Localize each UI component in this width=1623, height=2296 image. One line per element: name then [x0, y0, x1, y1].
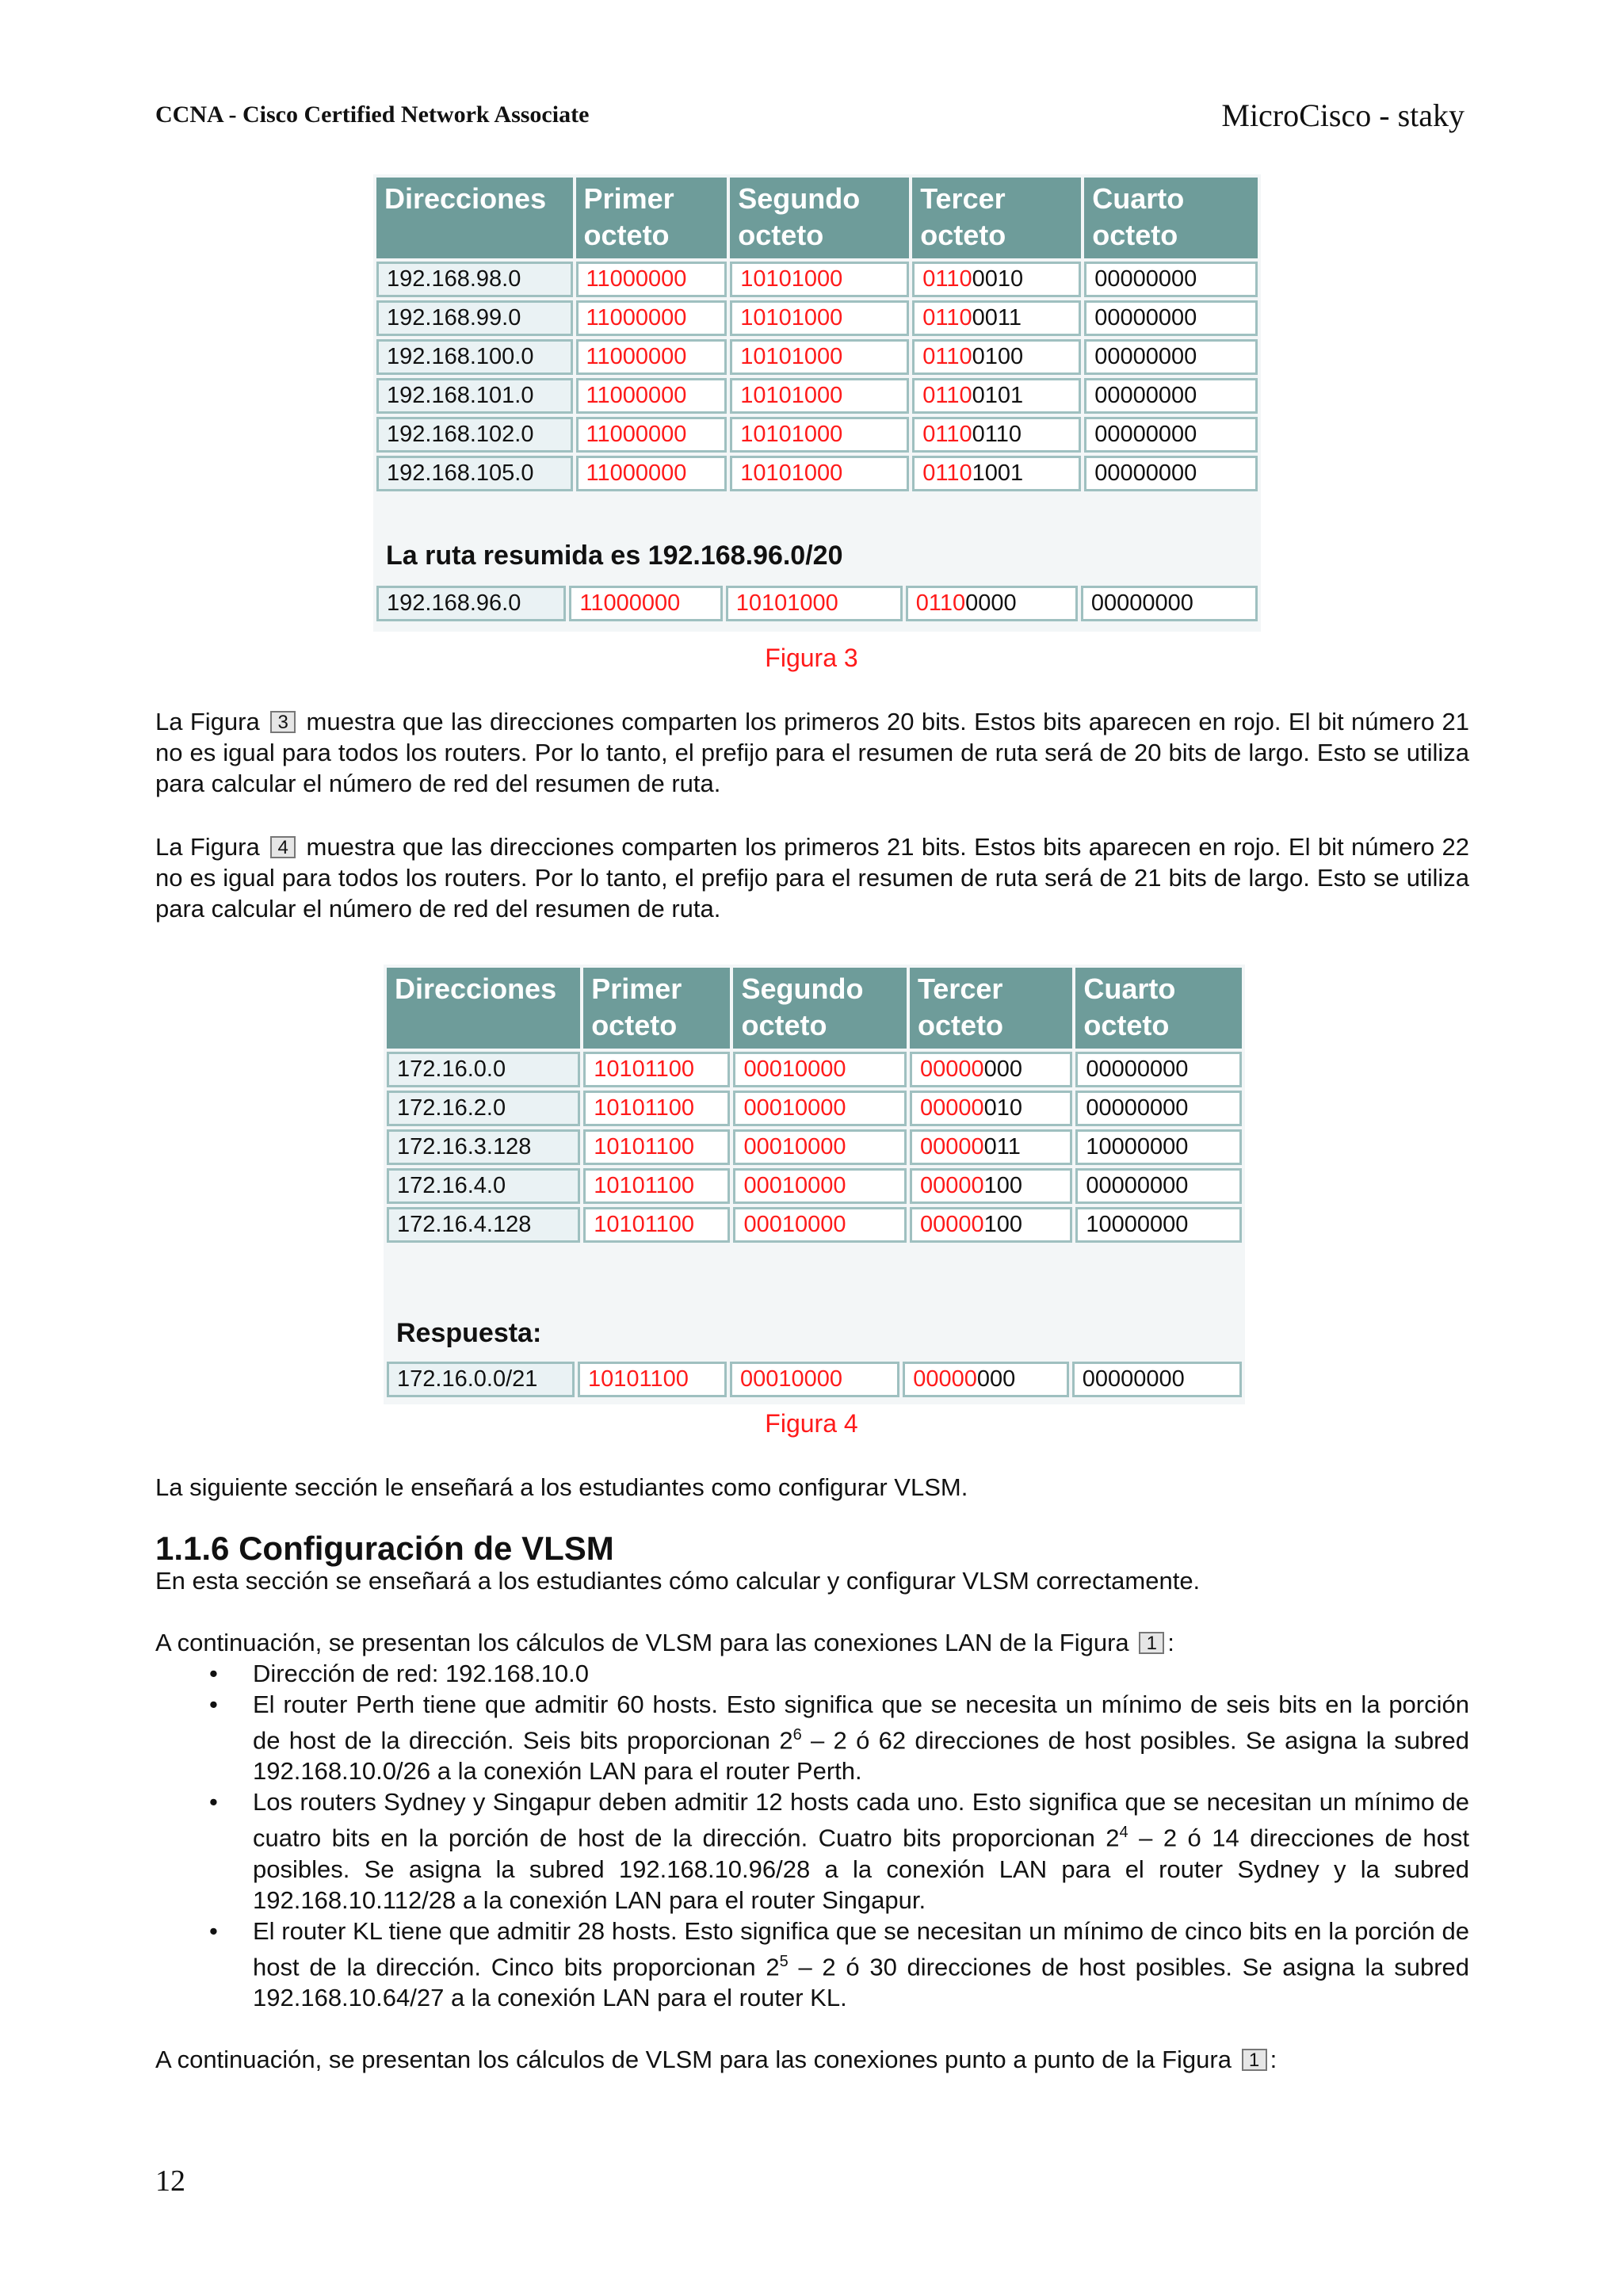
column-header-line: Tercer: [917, 972, 1003, 1005]
bullet-text: Dirección de red: 192.168.10.0: [253, 1660, 589, 1687]
octet-cell-third: [903, 1362, 1069, 1397]
bullet-superscript: 4: [1119, 1824, 1128, 1842]
figure-ref-4[interactable]: 4: [270, 836, 296, 858]
table-row: [376, 262, 1258, 297]
octet-cell: 10101100: [583, 1129, 730, 1165]
list-item: [155, 1689, 1469, 1786]
section-vlsm: [155, 1530, 1469, 2075]
column-header-line: octeto: [591, 1009, 678, 1041]
octet-cell: 10101000: [730, 262, 909, 297]
differing-bits: 0011: [972, 305, 1022, 330]
differing-bits: 100: [983, 1212, 1023, 1237]
figure-ref-1[interactable]: 1: [1242, 2049, 1267, 2071]
figure-ref-1[interactable]: 1: [1139, 1632, 1164, 1654]
shared-bits: 00000: [919, 1134, 984, 1159]
bullet-text: Los routers Sydney y Singapur deben admitir 12 hosts cada uno. Esto significa que se necesitan un mínimo de cuatro bits en la porción de host de la dirección. Cuatro bits proporcionan 2: [253, 1788, 1469, 1852]
octet-cell-third: [912, 417, 1081, 453]
figure-3-caption: Figura 3: [765, 644, 858, 672]
octet-cell: 10101000: [730, 300, 909, 336]
column-header-line: Segundo: [741, 972, 864, 1005]
octet-cell: 00000000: [1084, 456, 1258, 491]
differing-bits: 000: [983, 1056, 1023, 1082]
octet-cell: 00010000: [733, 1207, 907, 1243]
column-header-line: octeto: [917, 1009, 1003, 1041]
differing-bits: 010: [983, 1095, 1023, 1121]
table-row: [376, 378, 1258, 414]
shared-bits: 0110: [915, 590, 966, 616]
bullet-text: – 2 ó 14 direcciones de host posibles. Se asigna la subred 192.168.10.96/28 a la conexión LAN para el router Sydney y la subred 192.168.10.112/28 a la conexión LAN para el router Singapur.: [253, 1824, 1469, 1914]
octet-cell: 00010000: [733, 1052, 907, 1087]
bullet-text: – 2 ó 30 direcciones de host posibles. Se asigna la subred 192.168.10.64/27 a la conexión LAN para el router KL.: [253, 1952, 1469, 2011]
octet-cell: 10101100: [583, 1168, 730, 1204]
figure-3-summary-title: La ruta resumida es 192.168.96.0/20: [386, 541, 843, 571]
column-header: [730, 178, 909, 258]
paragraph-vlsm-next: La siguiente sección le enseñará a los estudiantes como configurar VLSM.: [155, 1473, 968, 1501]
list-item: [155, 1786, 1469, 1915]
octet-cell: 10101100: [583, 1052, 730, 1087]
figure-4-body: [387, 1052, 1242, 1243]
table-row: [387, 1207, 1242, 1243]
bullet-text: El router Perth tiene que admitir 60 hosts. Esto significa que se necesita un mínimo de seis bits en la porción de host de la dirección. Seis bits proporcionan 2: [253, 1690, 1469, 1755]
page-number: 12: [155, 2164, 185, 2198]
octet-cell: 00000000: [1084, 262, 1258, 297]
octet-cell: 00010000: [733, 1168, 907, 1204]
octet-cell-third: [910, 1207, 1072, 1243]
octet-cell-third: [912, 300, 1081, 336]
figure-3-summary-grid: [373, 583, 1261, 625]
column-header-line: Direcciones: [395, 972, 557, 1005]
octet-cell-third: [910, 1052, 1072, 1087]
figure-ref-3[interactable]: 3: [270, 711, 296, 733]
para2-text-a: La Figura: [155, 833, 260, 861]
octet-cell-third: [910, 1129, 1072, 1165]
table-row: [376, 339, 1258, 375]
octet-cell: 00000000: [1084, 378, 1258, 414]
table-row: [387, 1052, 1242, 1087]
table-row: [376, 456, 1258, 491]
octet-cell: 10101100: [583, 1207, 730, 1243]
shared-bits: 0110: [922, 383, 972, 408]
address-cell: 192.168.102.0: [376, 417, 573, 453]
figure-3-summary-body: [376, 586, 1258, 621]
octet-cell: 11000000: [576, 262, 727, 297]
header-right-title: MicroCisco - staky: [1221, 97, 1465, 133]
address-cell: 192.168.96.0: [376, 586, 566, 621]
column-header-line: Cuarto: [1092, 182, 1185, 215]
octet-cell: 00010000: [733, 1129, 907, 1165]
differing-bits: 000: [976, 1366, 1016, 1392]
final-text-a: A continuación, se presentan los cálculos de VLSM para las conexiones punto a punto de la Figura: [155, 2045, 1232, 2073]
address-cell: 172.16.2.0: [387, 1091, 580, 1126]
list-item: [155, 1916, 1469, 2013]
column-header-line: Tercer: [920, 182, 1006, 215]
vlsm-bullet-list: [155, 1658, 1469, 2013]
column-header-line: octeto: [741, 1009, 827, 1041]
octet-cell: 10101000: [730, 339, 909, 375]
octet-cell-third: [912, 456, 1081, 491]
octet-cell: 11000000: [576, 300, 727, 336]
column-header-line: octeto: [1092, 219, 1178, 251]
summary-row: [376, 586, 1258, 621]
shared-bits: 0110: [922, 305, 972, 330]
table-row: [387, 1168, 1242, 1204]
column-header-line: Direcciones: [384, 182, 547, 215]
bullet-text: – 2 ó 62 direcciones de host posibles. Se asigna la subred 192.168.10.0/26 a la conexión LAN para el router Perth.: [253, 1726, 1469, 1786]
column-header-line: octeto: [920, 219, 1006, 251]
figure-4-table: [384, 965, 1245, 1404]
address-cell: 192.168.98.0: [376, 262, 573, 297]
address-cell: 172.16.0.0: [387, 1052, 580, 1087]
octet-cell: 10101000: [726, 586, 903, 621]
address-cell: 172.16.3.128: [387, 1129, 580, 1165]
shared-bits: 00000: [919, 1095, 984, 1121]
table-row: [376, 300, 1258, 336]
shared-bits: 0110: [922, 422, 972, 447]
figure-3-table: [373, 174, 1261, 632]
section-title: 1.1.6 Configuración de VLSM: [155, 1530, 614, 1567]
octet-cell-third: [912, 339, 1081, 375]
figure-4-grid: [384, 965, 1245, 1246]
differing-bits: 100: [983, 1173, 1023, 1198]
octet-cell: 11000000: [576, 417, 727, 453]
differing-bits: 0000: [965, 590, 1017, 616]
lead-text-a: A continuación, se presentan los cálculos de VLSM para las conexiones LAN de la Figura: [155, 1629, 1129, 1656]
para2-text-b: muestra que las direcciones comparten los primeros 21 bits. Estos bits aparecen en rojo. El bit número 22 no es igual para todos los routers. Por lo tanto, el prefijo para el resumen de ruta será de 21 bits de largo. Esto se utiliza para calcular el número de red del resumen de ruta.: [155, 833, 1469, 923]
figure-4-summary-title: Respuesta:: [396, 1318, 542, 1348]
column-header-line: octeto: [1083, 1009, 1170, 1041]
octet-cell: 00010000: [730, 1362, 899, 1397]
paragraph-figure-3: [155, 706, 1469, 799]
column-header: [376, 178, 573, 258]
octet-cell: 10000000: [1075, 1207, 1242, 1243]
column-header: [387, 968, 580, 1049]
column-header: [576, 178, 727, 258]
column-header-line: [395, 1007, 572, 1044]
octet-cell: 11000000: [576, 339, 727, 375]
octet-cell: 00010000: [733, 1091, 907, 1126]
octet-cell: 10101000: [730, 417, 909, 453]
bullet-text: El router KL tiene que admitir 28 hosts. Esto significa que se necesitan un mínimo de cinco bits en la porción de host de la dirección. Cinco bits proporcionan 2: [253, 1916, 1469, 1981]
list-item: [155, 1658, 1469, 1689]
differing-bits: 0101: [972, 383, 1024, 408]
octet-cell: 00000000: [1075, 1052, 1242, 1087]
figure-4-header-row: [387, 968, 1242, 1049]
column-header: [910, 968, 1072, 1049]
column-header-line: Segundo: [738, 182, 861, 215]
address-cell: 192.168.101.0: [376, 378, 573, 414]
octet-cell-third: [912, 262, 1081, 297]
shared-bits: 0110: [922, 266, 972, 292]
octet-cell-third: [910, 1168, 1072, 1204]
differing-bits: 1001: [972, 460, 1024, 486]
shared-bits: 0110: [922, 344, 972, 369]
column-header-line: octeto: [583, 219, 670, 251]
octet-cell: 11000000: [576, 378, 727, 414]
shared-bits: 00000: [919, 1173, 984, 1198]
section-lead: [155, 1627, 1469, 1658]
column-header-line: Cuarto: [1083, 972, 1176, 1005]
para1-text-b: muestra que las direcciones comparten los primeros 20 bits. Estos bits aparecen en rojo. El bit número 21 no es igual para todos los routers. Por lo tanto, el prefijo para el resumen de ruta será de 20 bits de largo. Esto se utiliza para calcular el número de red del resumen de ruta.: [155, 708, 1469, 797]
octet-cell: 11000000: [576, 456, 727, 491]
column-header: [912, 178, 1081, 258]
table-row: [387, 1129, 1242, 1165]
octet-cell: 10101100: [583, 1091, 730, 1126]
figure-3-header-row: [376, 178, 1258, 258]
column-header: [583, 968, 730, 1049]
address-cell: 172.16.4.0: [387, 1168, 580, 1204]
octet-cell: 00000000: [1072, 1362, 1242, 1397]
address-cell: 172.16.0.0/21: [387, 1362, 575, 1397]
octet-cell: 10101000: [730, 378, 909, 414]
header-left-title: CCNA - Cisco Certified Network Associate: [155, 101, 590, 128]
octet-cell: 00000000: [1081, 586, 1258, 621]
figure-4-summary-body: [387, 1362, 1242, 1397]
column-header: [1075, 968, 1242, 1049]
octet-cell: 00000000: [1084, 339, 1258, 375]
address-cell: 192.168.100.0: [376, 339, 573, 375]
table-row: [387, 1091, 1242, 1126]
octet-cell-third: [910, 1091, 1072, 1126]
column-header-line: octeto: [738, 219, 824, 251]
address-cell: 172.16.4.128: [387, 1207, 580, 1243]
column-header-line: Primer: [591, 972, 682, 1005]
bullet-superscript: 5: [779, 1952, 789, 1970]
column-header: [1084, 178, 1258, 258]
figure-4-summary-grid: [384, 1358, 1245, 1400]
paragraph-figure-4: [155, 831, 1469, 924]
table-row: [376, 417, 1258, 453]
section-intro: En esta sección se enseñará a los estudiantes cómo calcular y configurar VLSM correctamente.: [155, 1567, 1201, 1595]
lead-text-b: :: [1167, 1629, 1174, 1656]
final-text-b: :: [1270, 2045, 1277, 2073]
octet-cell: 10101100: [578, 1362, 727, 1397]
octet-cell: 11000000: [569, 586, 722, 621]
shared-bits: 00000: [919, 1212, 984, 1237]
figure-3-grid: [373, 174, 1261, 495]
summary-row: [387, 1362, 1242, 1397]
para1-text-a: La Figura: [155, 708, 260, 735]
bullet-superscript: 6: [792, 1726, 802, 1744]
differing-bits: 0110: [972, 422, 1022, 447]
octet-cell: 00000000: [1075, 1168, 1242, 1204]
column-header-line: Primer: [583, 182, 674, 215]
column-header-line: [384, 217, 565, 254]
figure-3-body: [376, 262, 1258, 491]
octet-cell-third: [912, 378, 1081, 414]
shared-bits: 00000: [919, 1056, 984, 1082]
octet-cell: 00000000: [1084, 300, 1258, 336]
address-cell: 192.168.99.0: [376, 300, 573, 336]
shared-bits: 00000: [913, 1366, 977, 1392]
section-final: [155, 2044, 1469, 2075]
differing-bits: 011: [983, 1134, 1021, 1159]
octet-cell: 10101000: [730, 456, 909, 491]
octet-cell: 00000000: [1075, 1091, 1242, 1126]
address-cell: 192.168.105.0: [376, 456, 573, 491]
differing-bits: 0010: [972, 266, 1024, 292]
shared-bits: 0110: [922, 460, 972, 486]
figure-4-caption: Figura 4: [765, 1409, 858, 1438]
octet-cell-third: [906, 586, 1078, 621]
column-header: [733, 968, 907, 1049]
differing-bits: 0100: [972, 344, 1024, 369]
octet-cell: 10000000: [1075, 1129, 1242, 1165]
octet-cell: 00000000: [1084, 417, 1258, 453]
